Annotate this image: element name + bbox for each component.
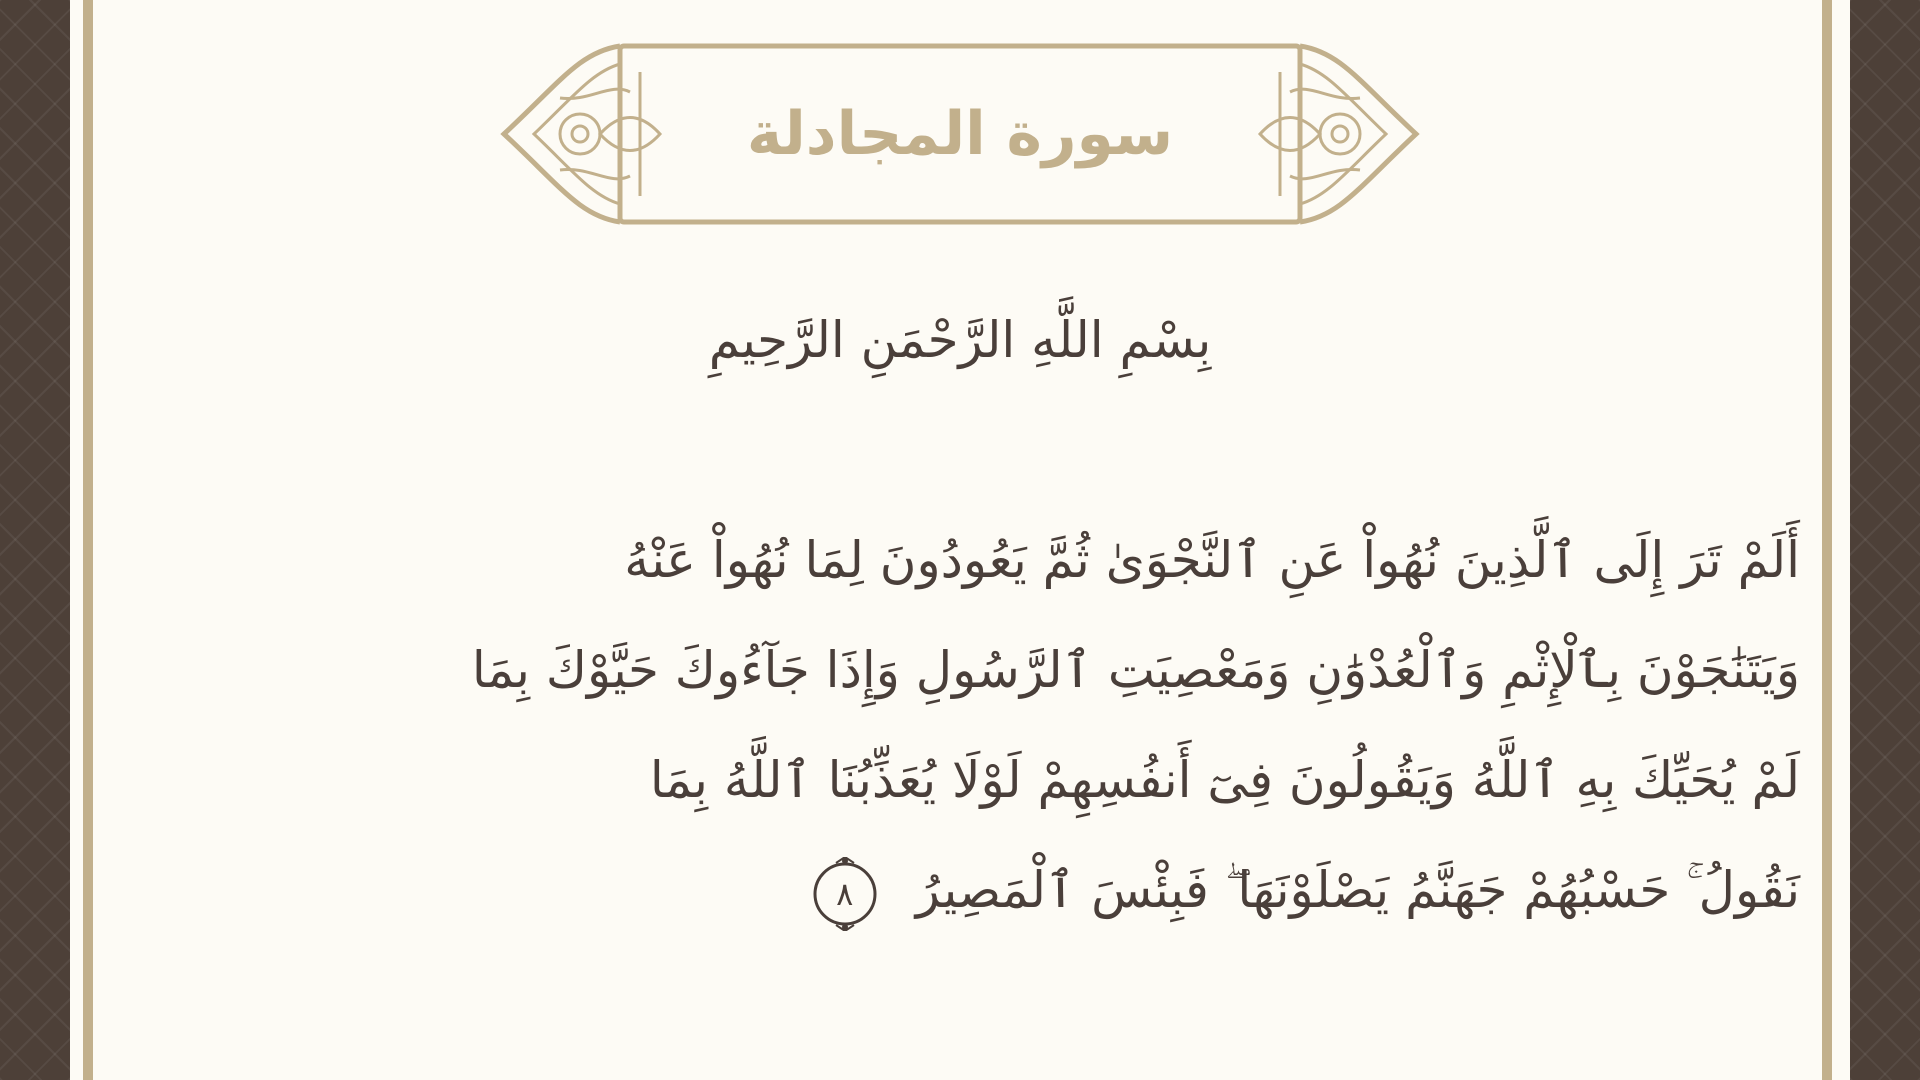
left-border-pattern	[0, 0, 70, 1080]
surah-title-frame	[500, 42, 1420, 226]
ayah-end-marker	[808, 857, 882, 931]
basmala: بِسْمِ اللَّهِ الرَّحْمَنِ الرَّحِيمِ	[708, 311, 1212, 369]
verse-line-1: أَلَمْ تَرَ إِلَى ٱلَّذِينَ نُهُواْ عَنِ ٱلنَّجْوَىٰ ثُمَّ يَعُودُونَ لِمَا نُهُواْ عَنْهُ	[624, 531, 1800, 589]
verse-line-4	[160, 835, 1800, 945]
right-border-pattern	[1850, 0, 1920, 1080]
right-gold-rule	[1822, 0, 1832, 1080]
surah-title: سورة المجادلة	[746, 99, 1174, 169]
ayah-number: ٨	[836, 874, 854, 913]
left-gold-rule	[83, 0, 93, 1080]
verse-line-2: وَيَتَنَٰجَوْنَ بِٱلْإِثْمِ وَٱلْعُدْوَٰنِ وَمَعْصِيَتِ ٱلرَّسُولِ وَإِذَا جَآءُوكَ حَيَّوْكَ بِمَا	[471, 641, 1800, 699]
verse-line-4-text: نَقُولُ ۚ حَسْبُهُمْ جَهَنَّمُ يَصْلَوْنَهَا ۖ فَبِئْسَ ٱلْمَصِيرُ	[915, 861, 1800, 919]
verse-text	[160, 505, 1800, 945]
verse-line-3: لَمْ يُحَيِّكَ بِهِ ٱللَّهُ وَيَقُولُونَ فِىٓ أَنفُسِهِمْ لَوْلَا يُعَذِّبُنَا ٱللَّهُ بِمَا	[649, 751, 1800, 809]
